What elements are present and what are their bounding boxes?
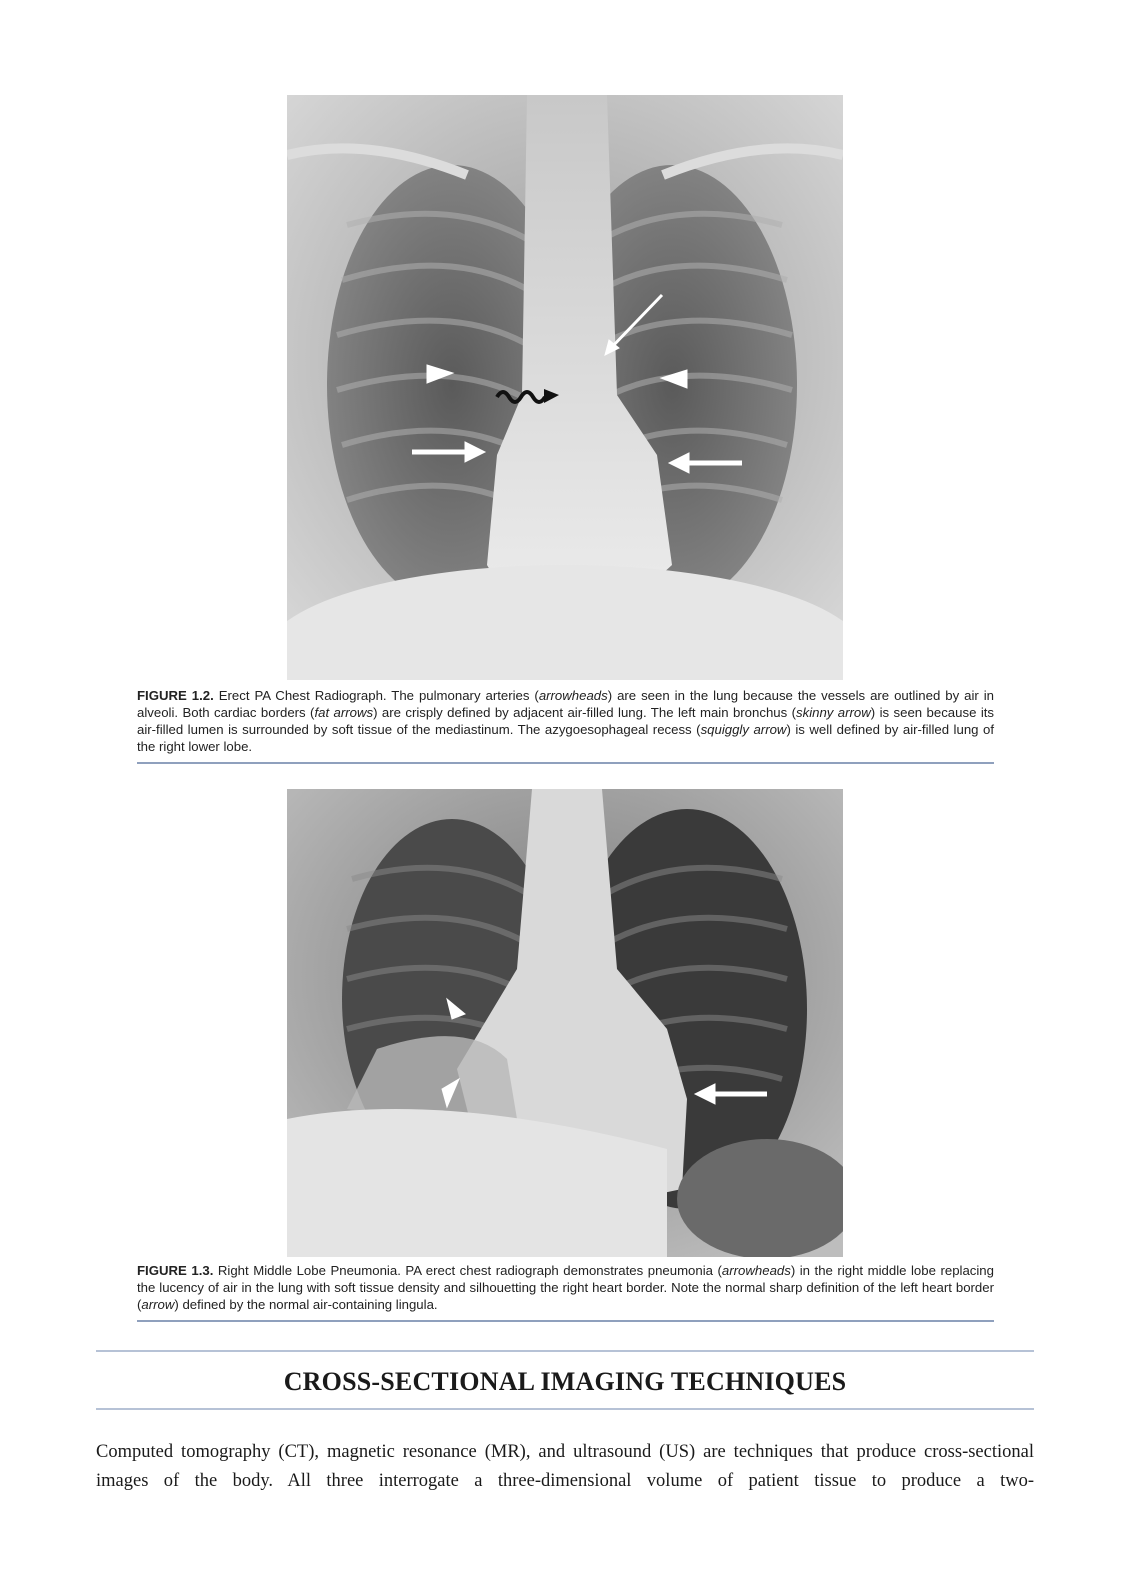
figure-1-3-caption: FIGURE 1.3. Right Middle Lobe Pneumonia. PA erect chest radiograph demonstrates pneumonia (arrowheads) in the right middle lobe replacing the lucency of air in the lung with soft tissue density and silhouetting the right heart border. Note the normal sharp definition of the left heart border (arrow) defined by the normal air-containing lingula. (137, 1263, 994, 1312)
figure-label: FIGURE 1.3. (137, 1263, 214, 1278)
caption-divider (137, 762, 994, 764)
section-rule-top (96, 1350, 1034, 1352)
section-rule-bottom (96, 1408, 1034, 1410)
figure-1-3-radiograph (287, 789, 843, 1257)
figure-1-2-radiograph (287, 95, 843, 680)
section-title: CROSS-SECTIONAL IMAGING TECHNIQUES (283, 1367, 847, 1396)
figure-label: FIGURE 1.2. (137, 688, 214, 703)
caption-divider (137, 1320, 994, 1322)
figure-1-2-caption: FIGURE 1.2. Erect PA Chest Radiograph. The pulmonary arteries (arrowheads) are seen in the lung because the vessels are outlined by air in alveoli. Both cardiac borders (fat arrows) are crisply defined by adjacent air-filled lung. The left main bronchus (skinny arrow) is seen because its air-filled lumen is surrounded by soft tissue of the mediastinum. The azygoesophageal recess (squiggly arrow) is well defined by air-filled lung of the right lower lobe. (137, 688, 995, 754)
body-paragraph: Computed tomography (CT), magnetic resonance (MR), and ultrasound (US) are techniques that produce cross-sectional images of the body. All three interrogate a three-dimensional volume of patient tissue to produce a two- (96, 1442, 1034, 1491)
